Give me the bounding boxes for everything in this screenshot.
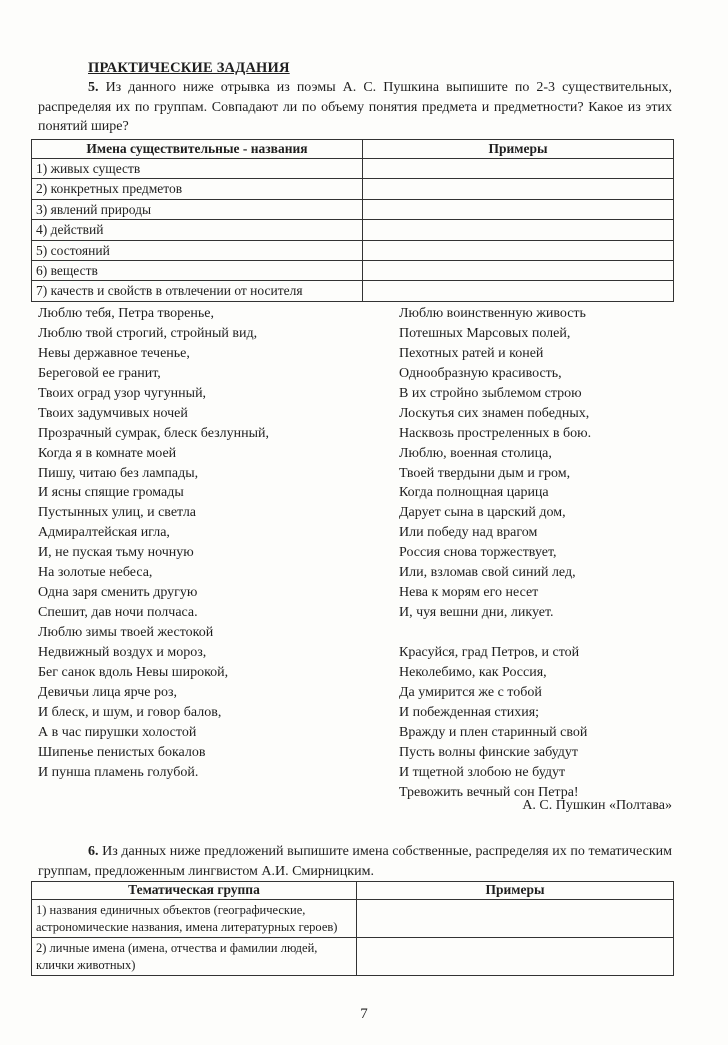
poem-line: Люблю тебя, Петра творенье,	[38, 306, 214, 321]
poem-column-right	[399, 304, 591, 802]
poem-line: И, не пуская тьму ночную	[38, 545, 194, 561]
poem-line: Потешных Марсовых полей,	[399, 325, 571, 341]
poem-line: Пехотных ратей и коней	[399, 345, 544, 361]
table-row	[32, 199, 674, 219]
poem-line: Да умирится же с тобой	[399, 684, 542, 700]
section-heading: ПРАКТИЧЕСКИЕ ЗАДАНИЯ	[88, 60, 290, 76]
column-header-group: Тематическая группа	[32, 882, 357, 900]
poem-line: И, чуя вешни дни, ликует.	[399, 605, 554, 621]
column-header-groups: Имена существительные - названия	[32, 140, 363, 159]
table-row	[32, 220, 674, 240]
table-row	[32, 260, 674, 280]
group-cell: 7) качеств и свойств в отвлечении от носителя	[32, 281, 363, 301]
table-row	[32, 240, 674, 260]
poem-line: Когда я в комнате моей	[38, 445, 177, 461]
poem-attribution: А. С. Пушкин «Полтава»	[522, 798, 672, 813]
poem-line: Пусть волны финские забудут	[399, 744, 579, 760]
poem-line: На золотые небеса,	[38, 565, 153, 581]
poem-line: Береговой ее гранит,	[38, 365, 161, 381]
poem-line: Пишу, читаю без лампады,	[38, 465, 199, 481]
task-5-text: Из данного ниже отрывка из поэмы А. С. Пушкина выпишите по 2-3 существительных, распределяя их по группам. Совпадают ли по объему понятия предмета и предметности? Какое из этих понятий шире?	[38, 80, 673, 134]
group-cell: 1) названия единичных объектов (географические, астрономические названия, имена литературных героев)	[32, 900, 357, 938]
poem-line: Твоих задумчивых ночей	[38, 405, 188, 421]
task-5-instructions	[38, 78, 672, 137]
group-cell: 3) явлений природы	[32, 199, 363, 219]
group-cell: 2) конкретных предметов	[32, 179, 363, 199]
table-header-row	[32, 882, 674, 900]
poem-line: Нева к морям его несет	[399, 585, 539, 601]
poem-line: Люблю твой строгий, стройный вид,	[38, 325, 258, 341]
poem-line: Твоих оград узор чугунный,	[38, 385, 207, 401]
examples-cell[interactable]	[363, 240, 674, 260]
examples-cell[interactable]	[357, 938, 674, 976]
examples-cell[interactable]	[363, 260, 674, 280]
poem-line: Лоскутья сих знамен победных,	[399, 405, 590, 421]
group-cell: 5) состояний	[32, 240, 363, 260]
task-6-text: Из данных ниже предложений выпишите имена собственные, распределяя их по тематическим группам, предложенным лингвистом А.И. Смирницким.	[38, 844, 673, 879]
table-row	[32, 159, 674, 179]
poem-line: Насквозь простреленных в бою.	[399, 425, 592, 441]
poem-line: Люблю воинственную живость	[399, 306, 586, 321]
column-header-examples: Примеры	[357, 882, 674, 900]
table-row	[32, 900, 674, 938]
poem-line: И ясны спящие громады	[38, 485, 184, 501]
proper-names-table	[31, 881, 674, 976]
table-row	[32, 938, 674, 976]
poem-line: Люблю, военная столица,	[399, 445, 552, 461]
examples-cell[interactable]	[363, 281, 674, 301]
poem-line: И пунша пламень голубой.	[38, 764, 199, 780]
table-header-row	[32, 140, 674, 159]
poem-line: Или, взломав свой синий лед,	[399, 565, 576, 581]
poem-line: А в час пирушки холостой	[38, 724, 197, 740]
task-6-number: 6.	[88, 844, 99, 859]
poem-line: В их стройно зыблемом строю	[399, 385, 582, 401]
poem-line: Твоей твердыни дым и гром,	[399, 465, 571, 481]
group-cell: 1) живых существ	[32, 159, 363, 179]
examples-cell[interactable]	[363, 159, 674, 179]
examples-cell[interactable]	[363, 179, 674, 199]
task-6-instructions	[38, 842, 672, 881]
table-row	[32, 281, 674, 301]
poem-line: Спешит, дав ночи полчаса.	[38, 605, 198, 621]
poem-line: И тщетной злобою не будут	[399, 764, 566, 780]
poem-line: Невы державное теченье,	[38, 345, 190, 361]
poem-line: Однообразную красивость,	[399, 365, 562, 381]
group-cell: 6) веществ	[32, 260, 363, 280]
page-number: 7	[360, 1006, 368, 1022]
stanza-gap	[399, 623, 591, 643]
poem-line: Шипенье пенистых бокалов	[38, 744, 206, 760]
poem-line: И побежденная стихия;	[399, 704, 540, 720]
poem-line: Адмиралтейская игла,	[38, 525, 170, 541]
group-cell: 4) действий	[32, 220, 363, 240]
poem-line: Вражду и плен старинный свой	[399, 724, 588, 740]
poem-line: Одна заря сменить другую	[38, 585, 198, 601]
poem-line: Девичьи лица ярче роз,	[38, 684, 178, 700]
table-row	[32, 179, 674, 199]
poem-line: И блеск, и шум, и говор балов,	[38, 704, 222, 720]
poem-line: Прозрачный сумрак, блеск безлунный,	[38, 425, 270, 441]
poem-line: Когда полнощная царица	[399, 485, 549, 501]
poem-line: Красуйся, град Петров, и стой	[399, 644, 580, 660]
poem-line: Бег санок вдоль Невы широкой,	[38, 664, 229, 680]
task-5-number: 5.	[88, 80, 99, 95]
examples-cell[interactable]	[363, 199, 674, 219]
examples-cell[interactable]	[357, 900, 674, 938]
poem-line: Пустынных улиц, и светла	[38, 505, 197, 521]
group-cell: 2) личные имена (имена, отчества и фамилии людей, клички животных)	[32, 938, 357, 976]
noun-groups-table	[31, 139, 674, 302]
poem-line: Дарует сына в царский дом,	[399, 505, 566, 521]
poem-line: Недвижный воздух и мороз,	[38, 644, 207, 660]
poem-line: Неколебимо, как Россия,	[399, 664, 547, 680]
column-header-examples: Примеры	[363, 140, 674, 159]
poem-line: Россия снова торжествует,	[399, 545, 557, 561]
poem-line: Или победу над врагом	[399, 525, 538, 541]
poem-line: Люблю зимы твоей жестокой	[38, 625, 214, 640]
poem-column-left	[38, 304, 269, 783]
examples-cell[interactable]	[363, 220, 674, 240]
poem-line: Тревожить вечный сон Петра!	[399, 784, 579, 800]
